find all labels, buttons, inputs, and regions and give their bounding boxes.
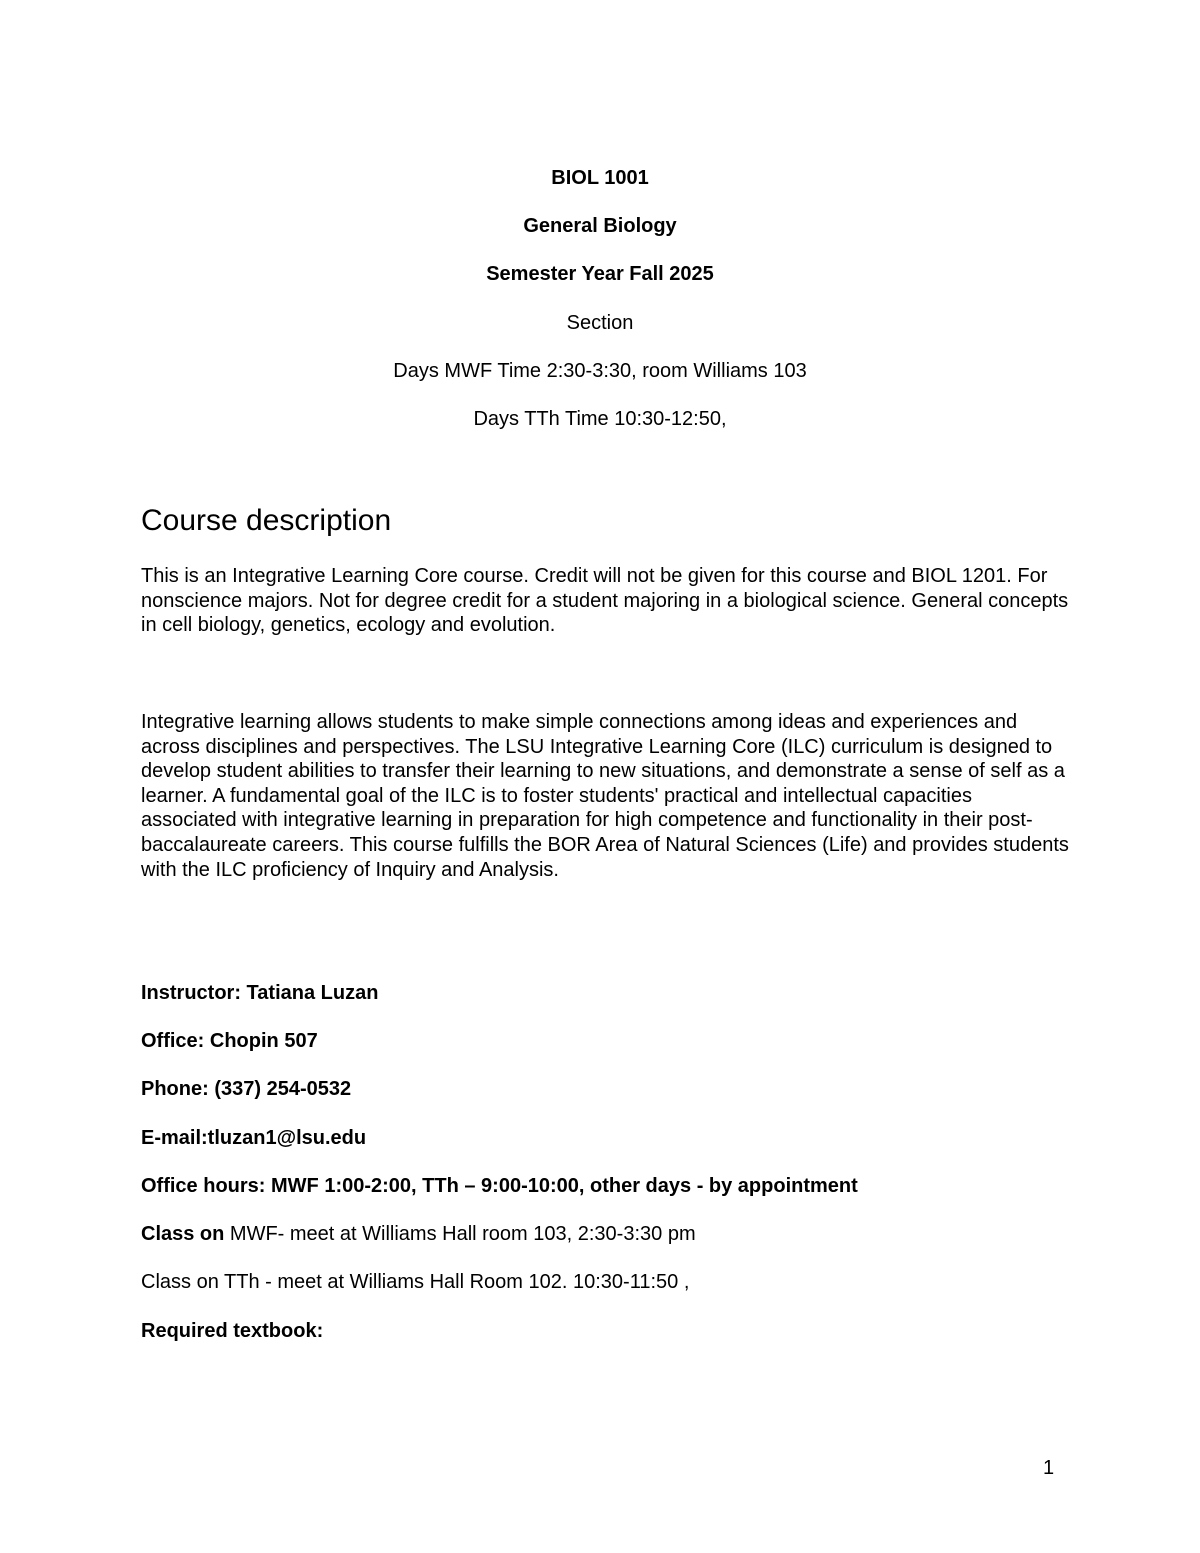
class-mwf-label: Class on: [141, 1223, 225, 1245]
office-line: Office: Chopin 507: [141, 1030, 318, 1052]
instructor-line: Instructor: Tatiana Luzan: [141, 982, 379, 1004]
page-number: 1: [1043, 1457, 1055, 1479]
class-tth-line: Class on TTh - meet at Williams Hall Room 102. 10:30-11:50 ,: [141, 1271, 690, 1293]
section-line: Section: [566, 312, 634, 334]
phone-line: Phone: (337) 254-0532: [141, 1078, 352, 1100]
description-paragraph-2: Integrative learning allows students to make simple connections among ideas and experiences and across disciplines and perspectives. The LSU Integrative Learning Core (ILC) curriculum is designed to develop student abilities to transfer their learning to new situations, and demonstrate a sense of self as a learner. A fundamental goal of the ILC is to foster students' practical and intellectual capacities associated with integrative learning in preparation for high competence and functionality in their post-baccalaureate careers. This course fulfills the BOR Area of Natural Sciences (Life) and provides students with the ILC proficiency of Inquiry and Analysis.: [141, 711, 1069, 881]
schedule-mwf: Days MWF Time 2:30-3:30, room Williams 103: [393, 360, 807, 382]
schedule-tth: Days TTh Time 10:30-12:50,: [473, 408, 727, 430]
textbook-line: Required textbook:: [141, 1320, 324, 1342]
course-description-heading: Course description: [141, 504, 392, 537]
office-hours-line: Office hours: MWF 1:00-2:00, TTh – 9:00-10:00, other days - by appointment: [141, 1175, 858, 1197]
description-paragraph-1: This is an Integrative Learning Core course. Credit will not be given for this course and BIOL 1201. For nonscience majors. Not for degree credit for a student majoring in a biological science. General concepts in cell biology, genetics, ecology and evolution.: [141, 565, 1069, 637]
email-line: E-mail:tluzan1@lsu.edu: [141, 1127, 367, 1149]
course-code: BIOL 1001: [551, 167, 649, 189]
course-title: General Biology: [523, 215, 677, 237]
class-mwf-line: [141, 1222, 696, 1246]
semester-line: Semester Year Fall 2025: [486, 263, 714, 285]
class-mwf-text: MWF- meet at Williams Hall room 103, 2:30-3:30 pm: [224, 1223, 696, 1245]
